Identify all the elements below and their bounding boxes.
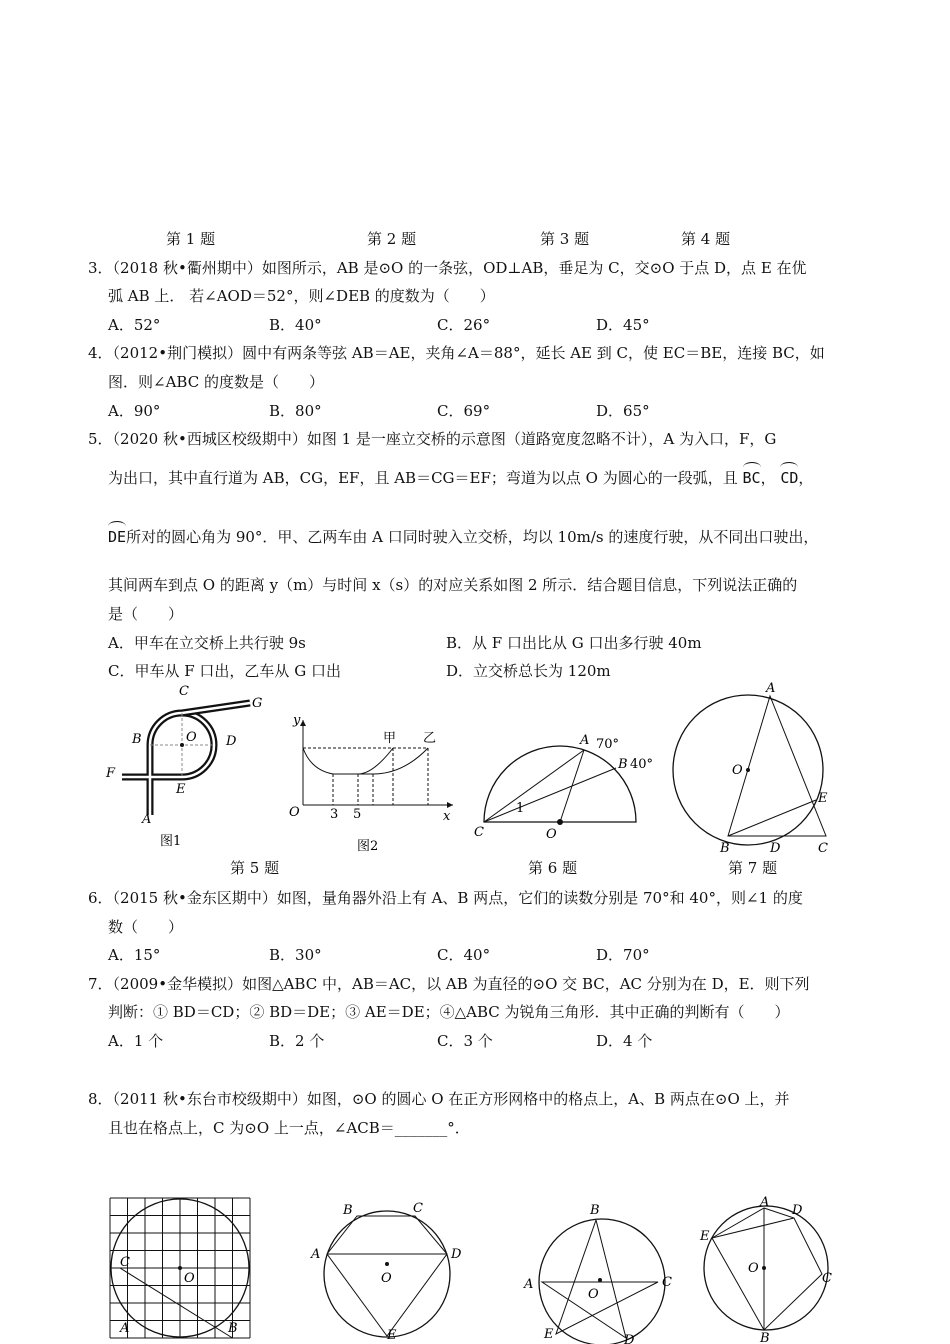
label-o: O [588, 1287, 599, 1302]
q6-option-d[interactable]: D．70° [596, 946, 650, 964]
q5-line3 [108, 527, 818, 547]
label-c: C [413, 1201, 423, 1216]
label-o: O [546, 827, 557, 842]
q4-option-b[interactable]: B．80° [269, 402, 322, 420]
label-c: C [822, 1271, 832, 1286]
label-c: C [818, 841, 828, 856]
q6-line2: 数（ ） [108, 918, 184, 936]
q7-option-c[interactable]: C．3 个 [437, 1032, 493, 1050]
q5-line2-text: 为出口，其中直行道为 AB，CG，EF，且 AB＝CG＝EF；弯道为以点 O 为圆心的一段弧，且 [108, 469, 738, 487]
label-f: F [106, 766, 116, 781]
label-b: B [760, 1331, 770, 1344]
q4-option-a[interactable]: A．90° [108, 402, 161, 420]
q8-line1: 8．（2011 秋•东台市校级期中）如图，⊙O 的圆心 O 在正方形网格中的格点上，A、B 两点在⊙O 上，并 [88, 1090, 790, 1108]
label-a: A [311, 1247, 321, 1262]
caption-q7: 第 7 题 [728, 859, 778, 877]
ramp-outer [122, 713, 214, 815]
x-arrow [447, 802, 453, 808]
triangle-abc [728, 696, 826, 836]
point-o [746, 768, 750, 772]
q7-line2: 判断：① BD＝CD；② BD＝DE；③ AE＝DE；④△ABC 为锐角三角形．其中正确的判断有（ ） [108, 1003, 790, 1021]
figure-grid-circle [108, 1196, 256, 1341]
label-e: E [700, 1229, 710, 1244]
arc-de: DE [108, 528, 127, 546]
y-label: y [293, 713, 301, 728]
label-o: O [748, 1261, 759, 1276]
polygon [712, 1208, 822, 1330]
label-b: B [343, 1203, 353, 1218]
q7-option-b[interactable]: B．2 个 [269, 1032, 325, 1050]
protractor-outline [484, 746, 636, 822]
q3-line1: 3．（2018 秋•衢州期中）如图所示，AB 是⊙O 的一条弦，OD⊥AB，垂足为 C，交⊙O 于点 D，点 E 在优 [88, 259, 807, 277]
q5-sep-2: ， [798, 469, 814, 487]
caption-q5: 第 5 题 [230, 859, 280, 877]
label-a: A [760, 1195, 770, 1210]
line-ca [484, 750, 584, 822]
line-ed [712, 1218, 794, 1238]
q3-line2: 弧 AB 上． 若∠AOD＝52°，则∠DEB 的度数为（ ） [108, 287, 495, 305]
point-o [180, 743, 184, 747]
figure-interchange [100, 685, 275, 850]
label-c: C [474, 825, 484, 840]
label-a: A [766, 681, 776, 696]
caption-q4: 第 4 题 [681, 230, 731, 248]
label-d: D [792, 1203, 803, 1218]
figure-star-circle [520, 1198, 690, 1344]
q3-option-c[interactable]: C．26° [437, 316, 491, 334]
caption-q6: 第 6 题 [528, 859, 578, 877]
q6-option-c[interactable]: C．40° [437, 946, 491, 964]
figure-triangle-circle [672, 680, 837, 860]
label-d: D [770, 841, 781, 856]
label-40: 40° [630, 757, 654, 772]
q4-option-c[interactable]: C．69° [437, 402, 491, 420]
label-a: A [524, 1277, 534, 1292]
figure-pentagon-circle [698, 1195, 848, 1344]
label-c: C [120, 1255, 130, 1270]
tick-3: 3 [330, 807, 339, 822]
line-be [728, 800, 816, 836]
q5-option-b[interactable]: B．从 F 口出比从 G 口出多行驶 40m [446, 634, 702, 652]
label-1: 1 [516, 801, 525, 816]
caption-q3: 第 3 题 [540, 230, 590, 248]
q5-line1: 5．（2020 秋•西城区校级期中）如图 1 是一座立交桥的示意图（道路宽度忽略不计），A 为入口，F，G [88, 430, 777, 448]
label-g: G [252, 696, 263, 711]
label-o: O [381, 1271, 392, 1286]
origin-label: O [289, 805, 300, 820]
label-o: O [732, 763, 743, 778]
q3-option-a[interactable]: A．52° [108, 316, 161, 334]
label-e: E [818, 791, 828, 806]
q7-option-d[interactable]: D．4 个 [596, 1032, 653, 1050]
point-o [762, 1266, 766, 1270]
label-b: B [590, 1203, 600, 1218]
q5-line4: 其间两车到点 O 的距离 y（m）与时间 x（s）的对应关系如图 2 所示．结合题目信息，下列说法正确的 [108, 576, 798, 594]
q3-option-d[interactable]: D．45° [596, 316, 650, 334]
q5-line2 [108, 468, 813, 488]
label-b: B [132, 732, 142, 747]
q5-line3-text: 所对的圆心角为 90°．甲、乙两车由 A 口同时驶入立交桥，均以 10m/s 的速度行驶，从不同出口驶出， [126, 528, 819, 546]
q5-option-c[interactable]: C．甲车从 F 口出，乙车从 G 口出 [108, 662, 341, 680]
label-o: O [186, 730, 197, 745]
label-d: D [624, 1333, 635, 1344]
label-e: E [387, 1328, 397, 1343]
q4-line1: 4．（2012•荆门模拟）圆中有两条等弦 AB＝AE，夹角∠A＝88°，延长 AE 到 C，使 EC＝BE，连接 BC，如 [88, 344, 825, 362]
q3-option-b[interactable]: B．40° [269, 316, 322, 334]
q4-option-d[interactable]: D．65° [596, 402, 650, 420]
label-b: B [228, 1321, 238, 1336]
q4-line2: 图．则∠ABC 的度数是（ ） [108, 373, 324, 391]
point-o [385, 1262, 389, 1266]
label-b: B [720, 841, 730, 856]
q8-line2: 且也在格点上，C 为⊙O 上一点，∠ACB＝_______°． [108, 1119, 470, 1137]
label-c: C [662, 1275, 672, 1290]
figure-hexagon-circle [305, 1196, 465, 1341]
label-a: A [120, 1321, 130, 1336]
label-o: O [184, 1271, 195, 1286]
label-yi: 乙 [423, 731, 437, 746]
q5-option-a[interactable]: A．甲车在立交桥上共行驶 9s [108, 634, 306, 652]
label-d: D [226, 734, 237, 749]
caption-q2: 第 2 题 [367, 230, 417, 248]
q5-line5: 是（ ） [108, 605, 184, 623]
label-b: B [618, 757, 628, 772]
line-oa [560, 750, 584, 822]
figure-graph [283, 710, 458, 855]
point-o [598, 1278, 602, 1282]
label-a: A [142, 812, 152, 827]
y-arrow [300, 720, 306, 726]
arc-bc: BC [742, 469, 761, 487]
caption-q1: 第 1 题 [166, 230, 216, 248]
label-a: A [580, 733, 590, 748]
q5-sep-1: ， [760, 469, 776, 487]
q6-option-b[interactable]: B．30° [269, 946, 322, 964]
q6-line1: 6．（2015 秋•金东区期中）如图，量角器外沿上有 A、B 两点，它们的读数分别是 70°和 40°，则∠1 的度 [88, 889, 803, 907]
tick-5: 5 [353, 807, 362, 822]
line-cb [484, 768, 616, 822]
point-o [178, 1266, 182, 1270]
label-d: D [451, 1247, 462, 1262]
point-o [557, 819, 563, 825]
figure-2-caption: 图2 [357, 839, 379, 854]
figure-1-caption: 图1 [160, 834, 182, 849]
q7-line1: 7．（2009•金华模拟）如图△ABC 中，AB＝AC，以 AB 为直径的⊙O 交 BC，AC 分别为在 D，E．则下列 [88, 975, 810, 993]
ramp-inner [122, 713, 214, 815]
q6-option-a[interactable]: A．15° [108, 946, 161, 964]
curve-jia [303, 748, 393, 774]
x-label: x [443, 809, 451, 824]
q5-option-d[interactable]: D．立交桥总长为 120m [446, 662, 611, 680]
arc-cd: CD [780, 469, 799, 487]
label-jia: 甲 [383, 731, 397, 746]
q7-option-a[interactable]: A．1 个 [108, 1032, 164, 1050]
label-70: 70° [596, 737, 620, 752]
label-c: C [179, 684, 189, 699]
figure-protractor [472, 680, 652, 840]
label-e: E [176, 782, 186, 797]
label-e: E [544, 1327, 554, 1342]
